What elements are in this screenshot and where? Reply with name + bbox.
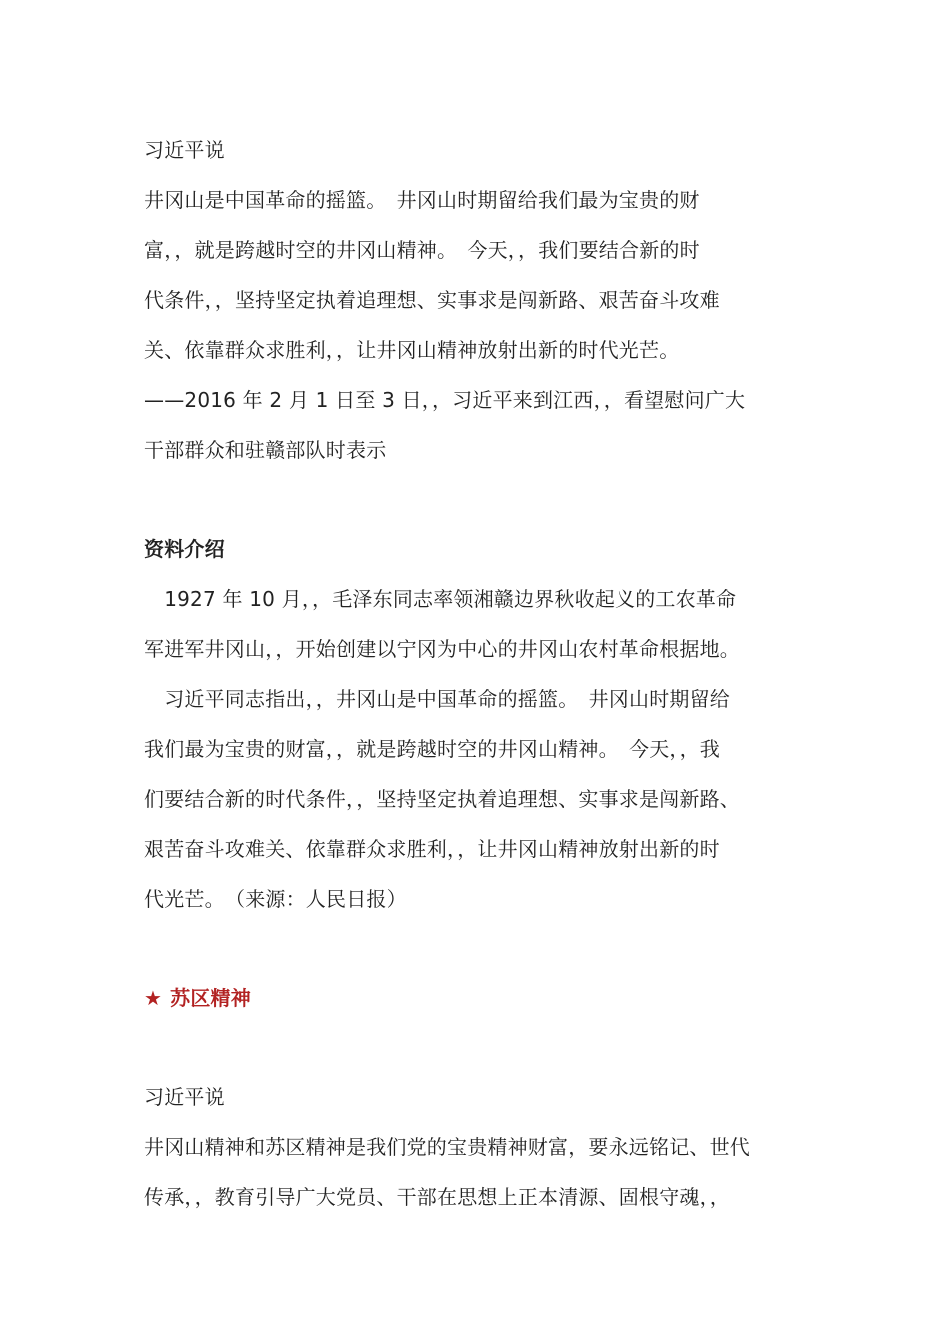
section-heading-soviet-spirit — [144, 985, 251, 1011]
paragraph-line: 干部群众和驻赣部队时表示 — [144, 438, 387, 462]
paragraph-line: 习近平同志指出，，井冈山是中国革命的摇篮。 井冈山时期留给 — [144, 687, 730, 711]
paragraph-line: 军进军井冈山，，开始创建以宁冈为中心的井冈山农村革命根据地。 — [144, 637, 740, 661]
section-heading-xi-says: 习近平说 — [144, 138, 225, 162]
paragraph-line: 井冈山是中国革命的摇篮。 井冈山时期留给我们最为宝贵的财 — [144, 188, 700, 212]
paragraph-line: 代条件，，坚持坚定执着追理想、实事求是闯新路、艰苦奋斗攻难 — [144, 288, 720, 312]
paragraph-line: ——2016 年 2 月 1 日至 3 日，，习近平来到江西，，看望慰问广大 — [144, 388, 746, 412]
paragraph-line: 1927 年 10 月，，毛泽东同志率领湘赣边界秋收起义的工农革命 — [144, 587, 737, 611]
paragraph-line: 传承，，教育引导广大党员、干部在思想上正本清源、固根守魂，， — [144, 1185, 730, 1209]
paragraph-line: 代光芒。 （来源：人民日报） — [144, 887, 407, 911]
paragraph-line: 们要结合新的时代条件，，坚持坚定执着追理想、实事求是闯新路、 — [144, 787, 740, 811]
paragraph-line: 井冈山精神和苏区精神是我们党的宝贵精神财富，要永远铭记、世代 — [144, 1135, 750, 1159]
star-icon: ★ — [144, 986, 163, 1010]
paragraph-line: 富，，就是跨越时空的井冈山精神。 今天，，我们要结合新的时 — [144, 238, 700, 262]
paragraph-line: 我们最为宝贵的财富，，就是跨越时空的井冈山精神。 今天，，我 — [144, 737, 720, 761]
section-heading-xi-says: 习近平说 — [144, 1085, 225, 1109]
section-heading-label: 苏区精神 — [170, 986, 251, 1010]
paragraph-line: 艰苦奋斗攻难关、依靠群众求胜利，，让井冈山精神放射出新的时 — [144, 837, 720, 861]
paragraph-line: 关、依靠群众求胜利，，让井冈山精神放射出新的时代光芒。 — [144, 338, 680, 362]
section-heading-materials: 资料介绍 — [144, 537, 225, 561]
